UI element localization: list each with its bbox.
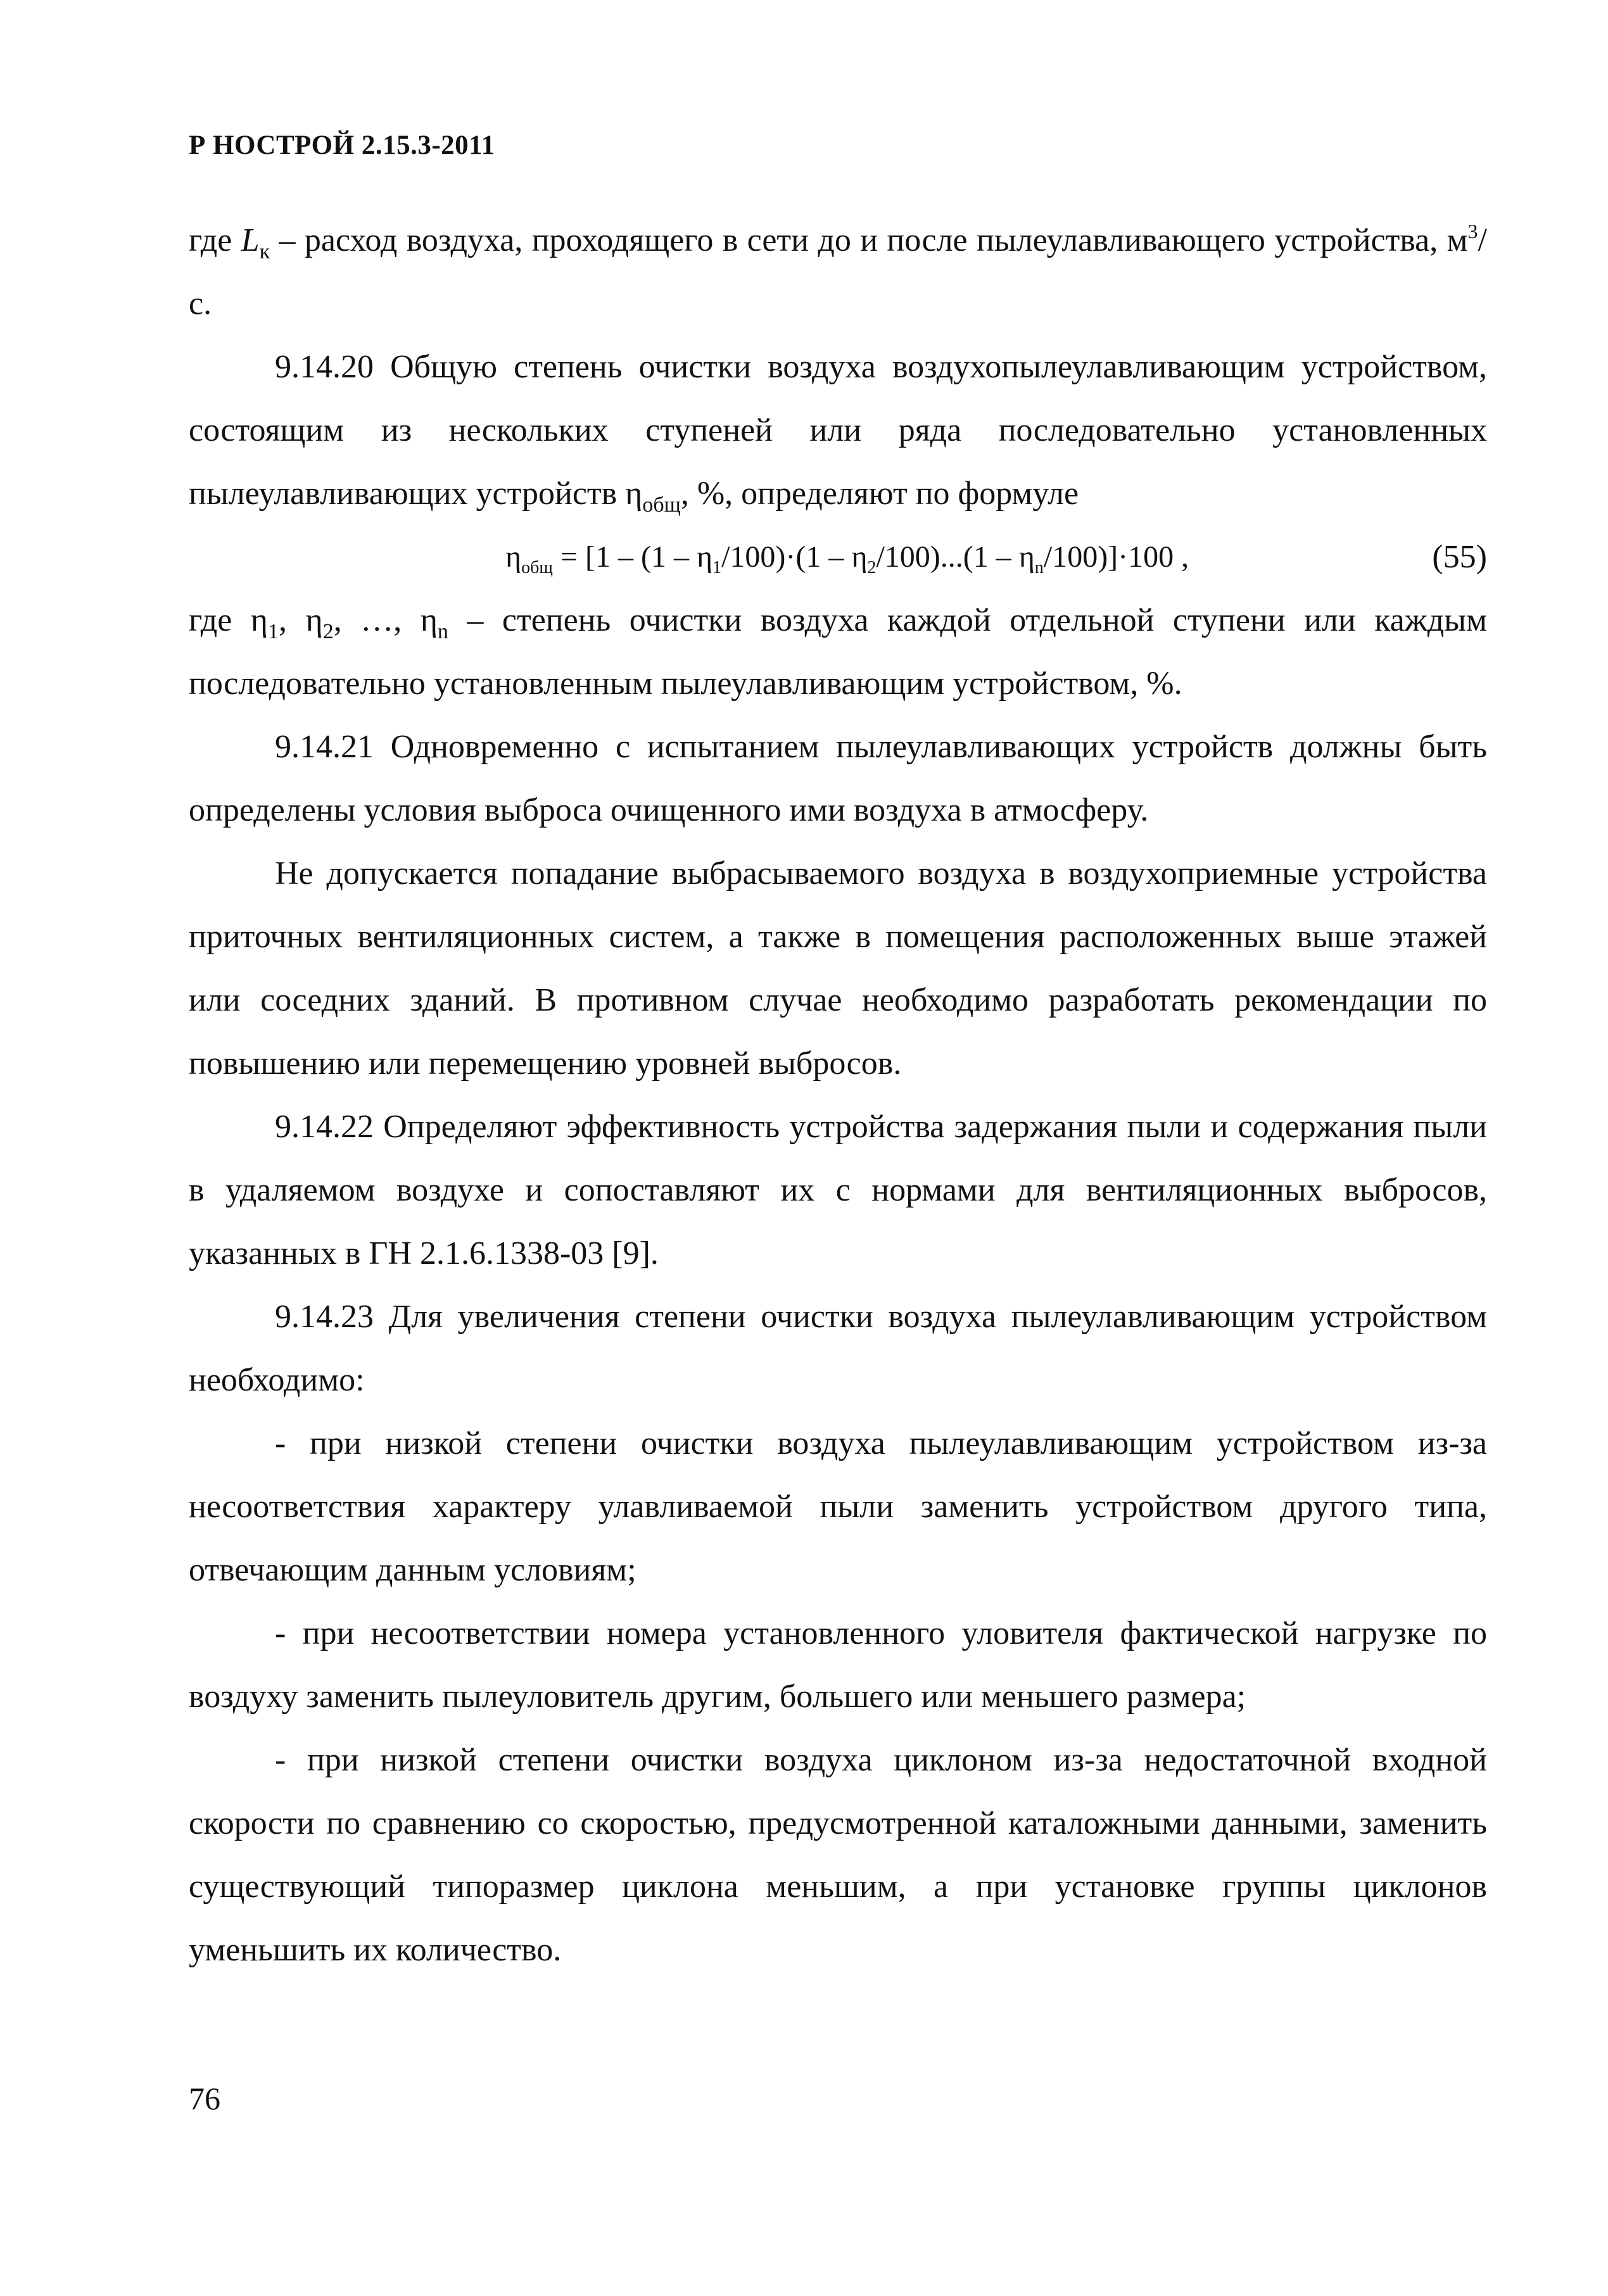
- p20-tail: , %, определяют по формуле: [680, 476, 1079, 512]
- list-item: - при низкой степени очистки воздуха циклоном из-за недостаточной входной скорости по сравнению со скоростью, предусмотренной каталожными данными, заменить существующий типоразмер циклона меньшим, а при установке группы циклонов уменьшить их количество.: [189, 1742, 1487, 1968]
- formula-number: (55): [1432, 539, 1487, 575]
- paragraph-lk-definition: [189, 209, 1487, 336]
- eta-subscript-1: 1: [267, 620, 279, 643]
- eta-text-3: , …, η: [333, 602, 438, 638]
- page-number: 76: [189, 2081, 220, 2116]
- formula-lhs: η: [505, 540, 522, 574]
- formula-lhs-subscript: общ: [521, 558, 553, 577]
- paragraph-9-14-20: [189, 336, 1487, 526]
- p20-subscript: общ: [642, 493, 681, 517]
- lk-prefix: где: [189, 222, 241, 258]
- eta-subscript-2: 2: [322, 620, 334, 643]
- document-code-header: Р НОСТРОЙ 2.15.3-2011: [189, 130, 495, 160]
- paragraph-9-14-23: 9.14.23 Для увеличения степени очистки воздуха пылеулавливающим устройством необходимо:: [189, 1299, 1487, 1398]
- formula-part-1: = [1 – (1 – η: [552, 540, 713, 574]
- eta-text-4: – степень очистки воздуха каждой отдельной ступени или каждым последовательно установленным пылеулавливающим устройством, %.: [189, 602, 1487, 702]
- lk-unit-tail: /с.: [189, 222, 1487, 322]
- paragraph-emission-restriction: Не допускается попадание выбрасываемого воздуха в воздухоприемные устройства приточных вентиляционных систем, а также в помещения расположенных выше этажей или соседних зданий. В противном случае необходимо разработать рекомендации по повышению или перемещению уровней выбросов.: [189, 855, 1487, 1082]
- formula-subscript-1: 1: [712, 558, 722, 577]
- lk-subscript: к: [259, 240, 270, 263]
- paragraph-9-14-22: 9.14.22 Определяют эффективность устройства задержания пыли и содержания пыли в удаляемом воздухе и сопоставляют их с нормами для вентиляционных выбросов, указанных в ГН 2.1.6.1338-03 [9].: [189, 1109, 1487, 1271]
- lk-variable: L: [241, 222, 260, 258]
- formula-part-2: /100)·(1 – η: [721, 540, 868, 574]
- document-body: [189, 209, 1487, 1982]
- formula-part-4: /100)]·100 ,: [1043, 540, 1189, 574]
- formula-part-3: /100)...(1 – η: [876, 540, 1035, 574]
- eta-text-2: , η: [278, 602, 323, 638]
- paragraph-9-14-21: 9.14.21 Одновременно с испытанием пылеулавливающих устройств должны быть определены условия выброса очищенного ими воздуха в атмосферу.: [189, 729, 1487, 828]
- list-item: - при низкой степени очистки воздуха пылеулавливающим устройством из-за несоответствия характеру улавливаемой пыли заменить устройством другого типа, отвечающим данным условиям;: [189, 1425, 1487, 1588]
- lk-text: – расход воздуха, проходящего в сети до и после пылеулавливающего устройства, м: [270, 222, 1468, 258]
- eta-subscript-n: n: [437, 620, 448, 643]
- p20-text: 9.14.20 Общую степень очистки воздуха воздухопылеулавливающим устройством, состоящим из нескольких ступеней или ряда последовательно установленных пылеулавливающих устройств η: [189, 349, 1487, 512]
- unit-superscript: 3: [1467, 220, 1478, 243]
- formula-expression: [505, 526, 1189, 589]
- formula-subscript-n: n: [1034, 558, 1044, 577]
- formula-55: [189, 526, 1487, 589]
- eta-text-1: где η: [189, 602, 268, 638]
- paragraph-eta-definition: [189, 589, 1487, 716]
- formula-subscript-2: 2: [867, 558, 877, 577]
- list-item: - при несоответствии номера установленного уловителя фактической нагрузке по воздуху заменить пылеуловитель другим, большего или меньшего размера;: [189, 1615, 1487, 1715]
